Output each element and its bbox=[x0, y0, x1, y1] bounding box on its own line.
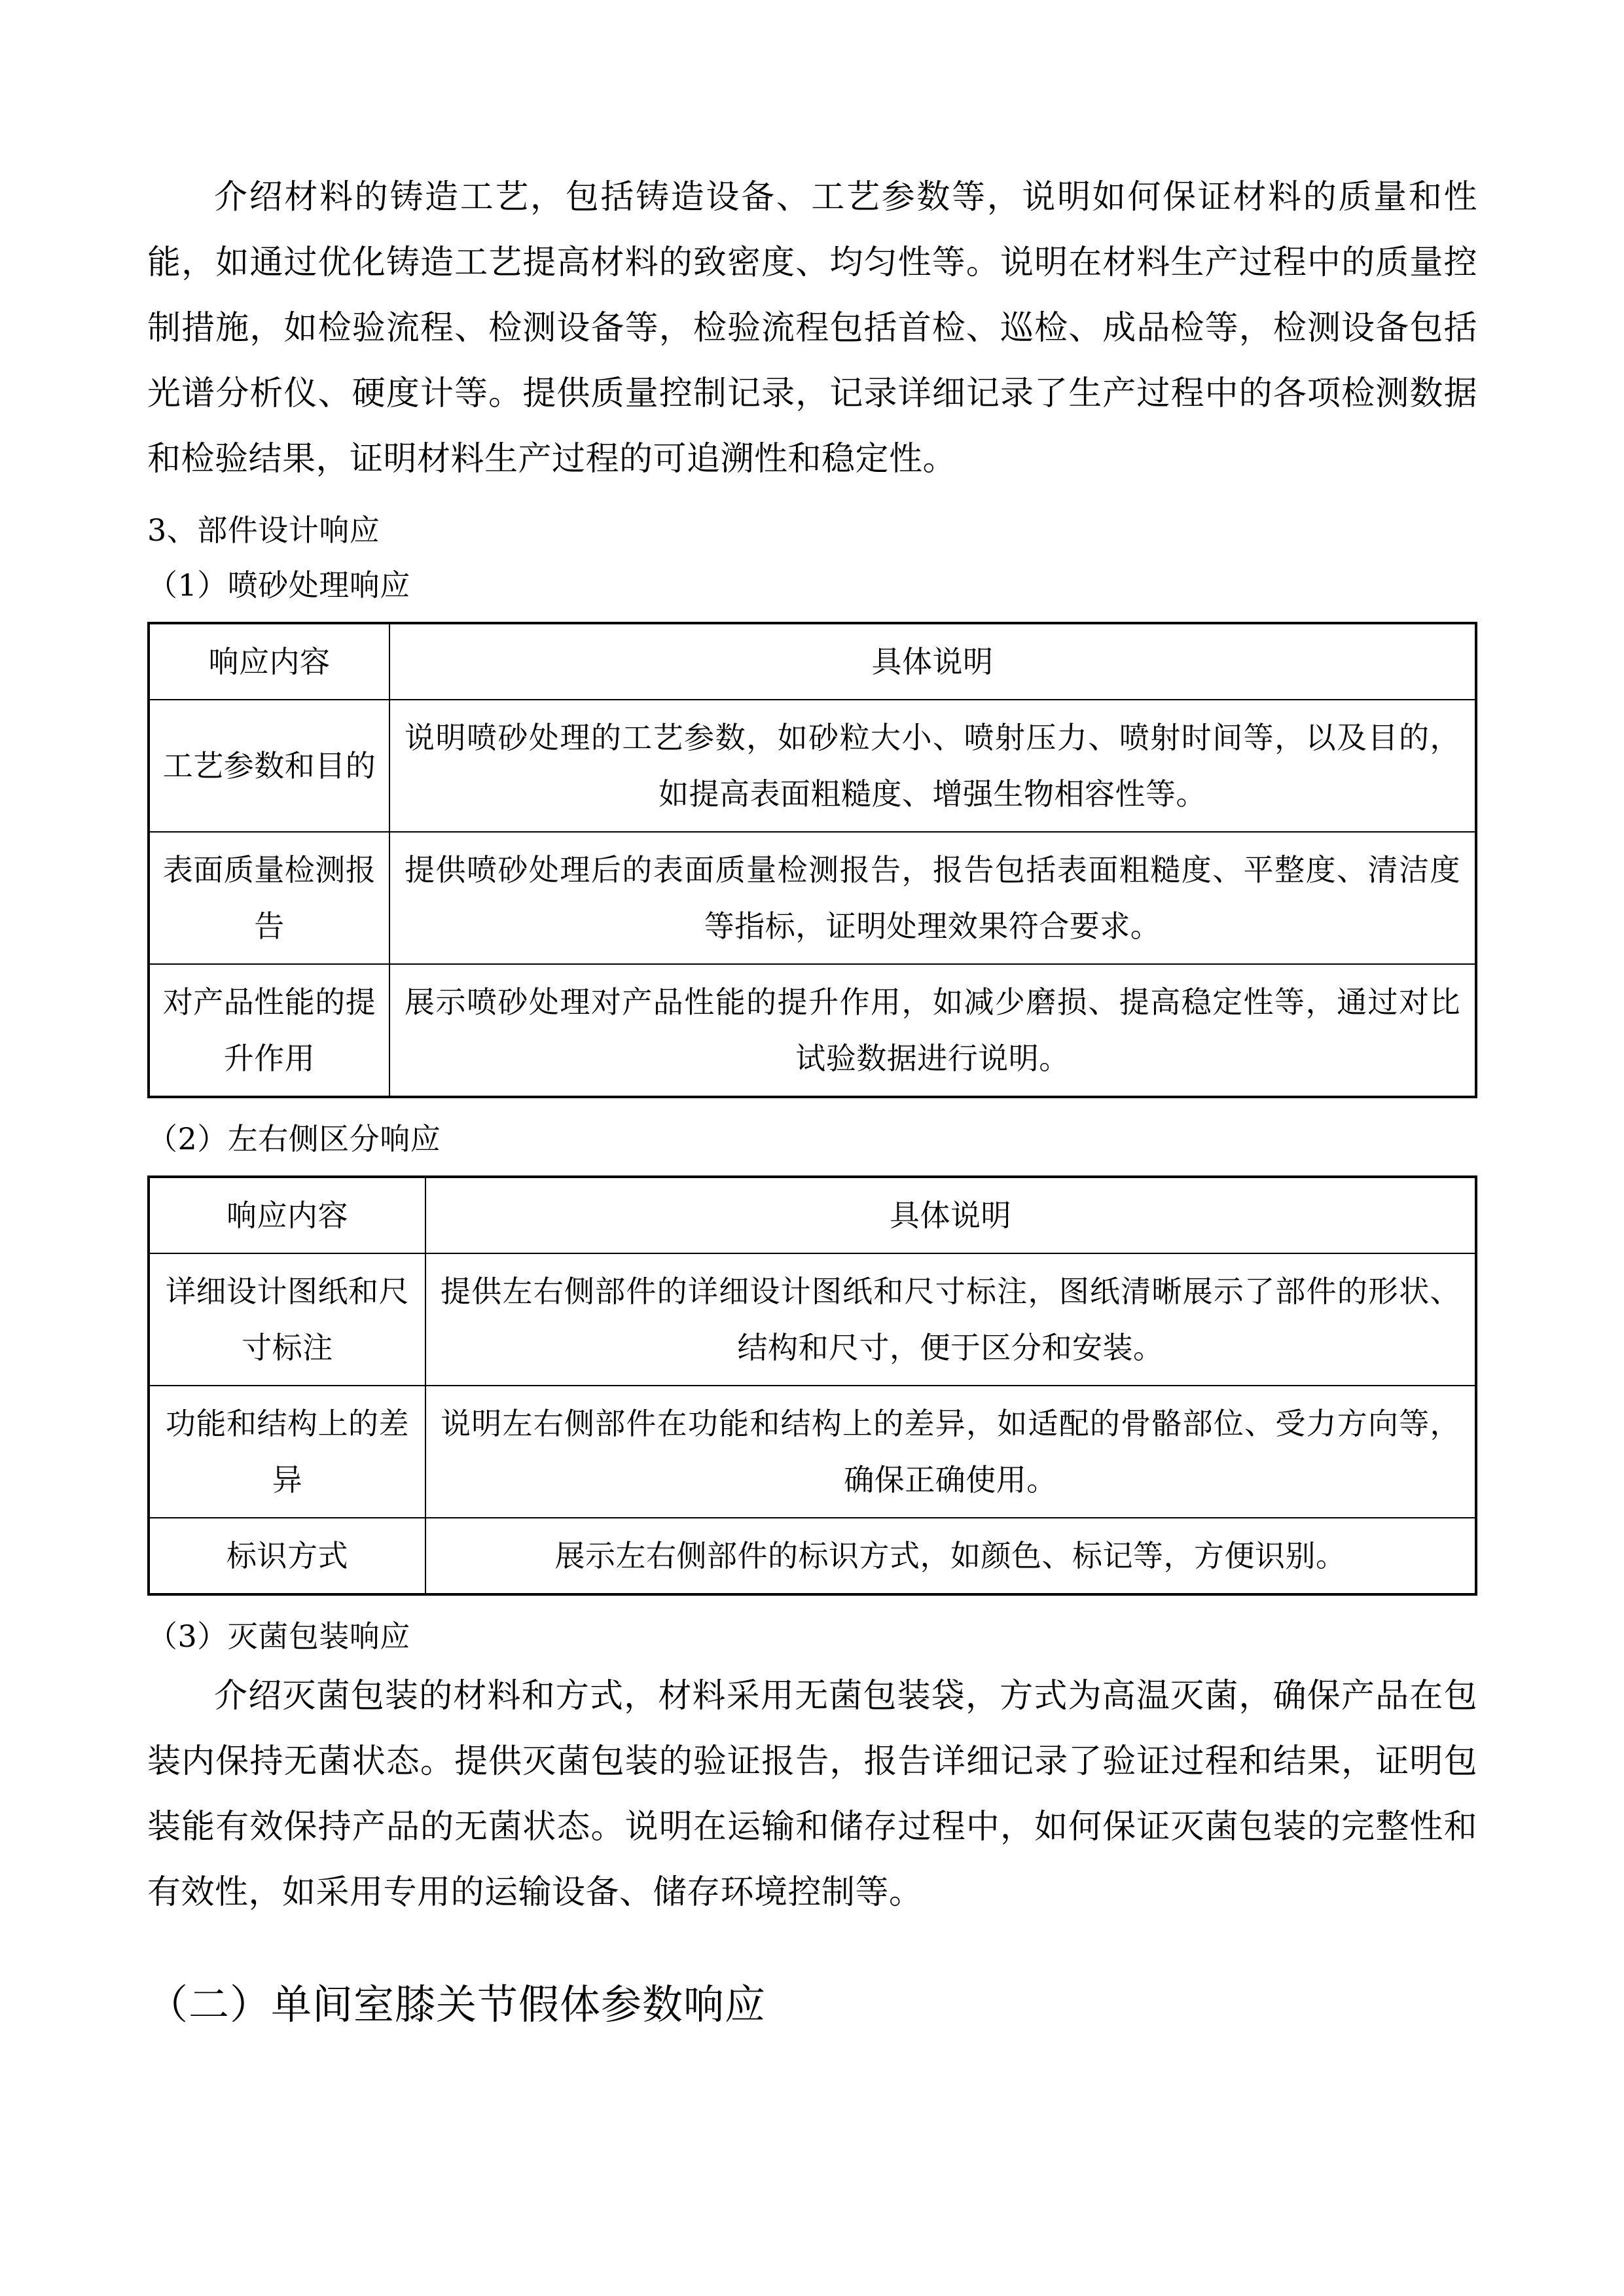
row-description: 说明左右侧部件在功能和结构上的差异，如适配的骨骼部位、受力方向等，确保正确使用。 bbox=[425, 1386, 1476, 1518]
table-row bbox=[149, 832, 1476, 964]
row-label: 工艺参数和目的 bbox=[149, 700, 389, 832]
row-label: 详细设计图纸和尺寸标注 bbox=[149, 1253, 425, 1386]
table-header-row bbox=[149, 1177, 1476, 1253]
heading-sterile-packaging-response: （3）灭菌包装响应 bbox=[147, 1619, 410, 1654]
table-sandblasting-response bbox=[147, 622, 1477, 1098]
table-row bbox=[149, 700, 1476, 832]
row-label: 标识方式 bbox=[149, 1518, 425, 1594]
table-row bbox=[149, 1518, 1476, 1594]
row-description: 提供喷砂处理后的表面质量检测报告，报告包括表面粗糙度、平整度、清洁度等指标，证明处理效果符合要求。 bbox=[389, 832, 1476, 964]
table-header-row bbox=[149, 623, 1476, 700]
row-description: 展示喷砂处理对产品性能的提升作用，如减少磨损、提高稳定性等，通过对比试验数据进行说明。 bbox=[389, 964, 1476, 1097]
row-description: 提供左右侧部件的详细设计图纸和尺寸标注，图纸清晰展示了部件的形状、结构和尺寸，便于区分和安装。 bbox=[425, 1253, 1476, 1386]
table-row bbox=[149, 1386, 1476, 1518]
spacer bbox=[147, 613, 1477, 622]
heading-sandblasting-response: （1）喷砂处理响应 bbox=[147, 567, 410, 603]
paragraph-casting-process: 介绍材料的铸造工艺，包括铸造设备、工艺参数等，说明如何保证材料的质量和性能，如通过优化铸造工艺提高材料的致密度、均匀性等。说明在材料生产过程中的质量控制措施，如检验流程、检测设备等，检验流程包括首检、巡检、成品检等，检测设备包括光谱分析仪、硬度计等。提供质量控制记录，记录详细记录了生产过程中的各项检测数据和检验结果，证明材料生产过程的可追溯性和稳定性。 bbox=[147, 178, 1477, 478]
spacer bbox=[147, 1098, 1477, 1111]
spacer bbox=[147, 1596, 1477, 1609]
table-row bbox=[149, 1253, 1476, 1386]
table-row bbox=[149, 964, 1476, 1097]
row-description: 展示左右侧部件的标识方式，如颜色、标记等，方便识别。 bbox=[425, 1518, 1476, 1594]
spacer bbox=[147, 492, 1477, 503]
page-content bbox=[147, 0, 1477, 2041]
row-description: 说明喷砂处理的工艺参数，如砂粒大小、喷射压力、喷射时间等，以及目的，如提高表面粗糙度、增强生物相容性等。 bbox=[389, 700, 1476, 832]
column-header-response-content: 响应内容 bbox=[149, 1177, 425, 1253]
column-header-specific-description: 具体说明 bbox=[425, 1177, 1476, 1253]
table-left-right-response bbox=[147, 1175, 1477, 1596]
heading-component-design-response: 3、部件设计响应 bbox=[147, 512, 380, 548]
column-header-specific-description: 具体说明 bbox=[389, 623, 1476, 700]
spacer bbox=[147, 1926, 1477, 1969]
paragraph-sterile-packaging: 介绍灭菌包装的材料和方式，材料采用无菌包装袋，方式为高温灭菌，确保产品在包装内保持无菌状态。提供灭菌包装的验证报告，报告详细记录了验证过程和结果，证明包装能有效保持产品的无菌状态。说明在运输和储存过程中，如何保证灭菌包装的完整性和有效性，如采用专用的运输设备、储存环境控制等。 bbox=[147, 1677, 1477, 1912]
column-header-response-content: 响应内容 bbox=[149, 623, 389, 700]
spacer bbox=[147, 1166, 1477, 1175]
heading-left-right-distinction-response: （2）左右侧区分响应 bbox=[147, 1121, 441, 1157]
row-label: 功能和结构上的差异 bbox=[149, 1386, 425, 1518]
row-label: 对产品性能的提升作用 bbox=[149, 964, 389, 1097]
heading-unicompartmental-knee-prosthesis-parameters: （二）单间室膝关节假体参数响应 bbox=[147, 1981, 767, 2028]
row-label: 表面质量检测报告 bbox=[149, 832, 389, 964]
